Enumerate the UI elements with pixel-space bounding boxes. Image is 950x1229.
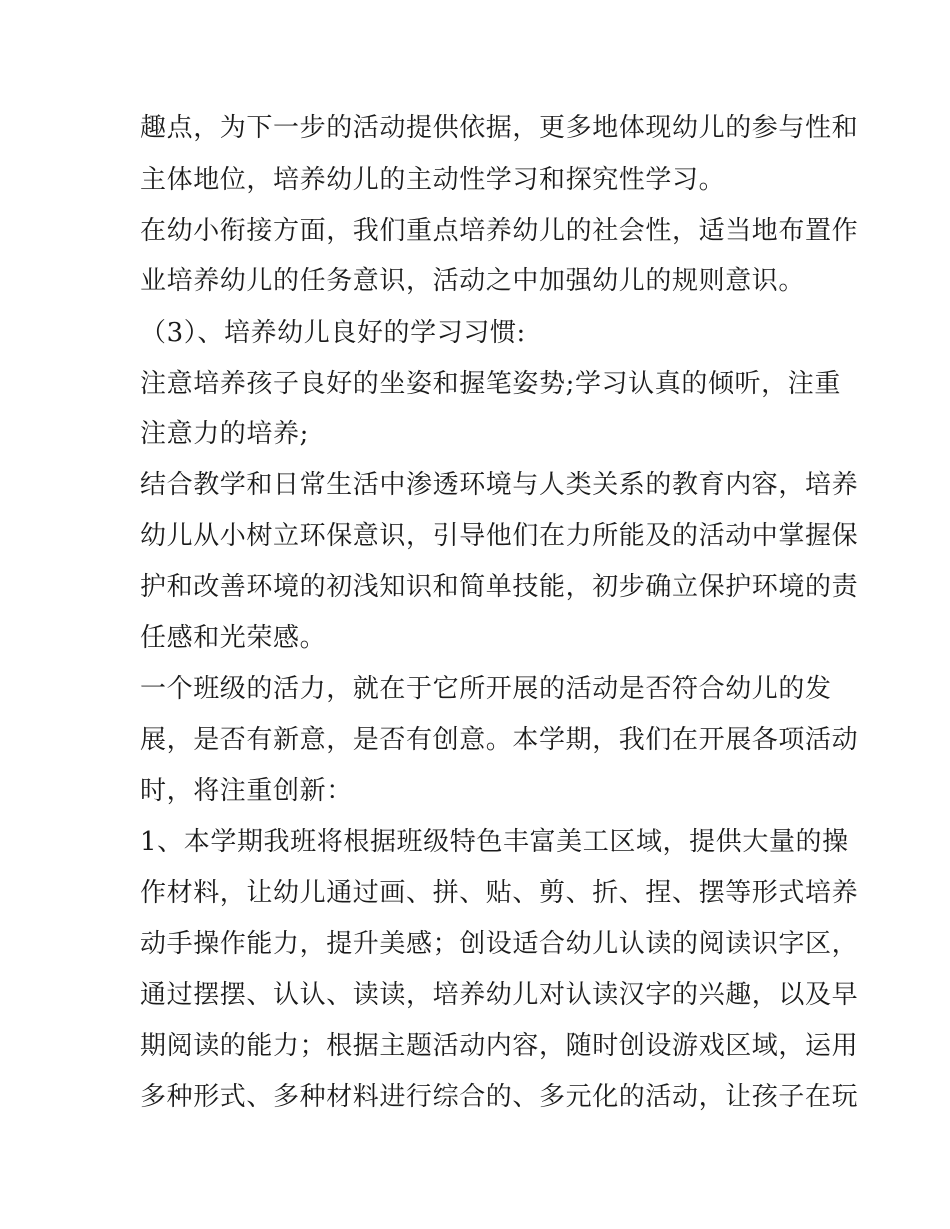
text-line: （3）、培养幼儿良好的学习习惯: (140, 318, 526, 348)
text-line: 护和改善环境的初浅知识和简单技能，初步确立保护环境的责 (140, 572, 859, 602)
text-line: 时，将注重创新： (140, 776, 353, 806)
text-line: 在幼小衔接方面，我们重点培养幼儿的社会性，适当地布置作 (140, 216, 859, 246)
text-line: 一个班级的活力，就在于它所开展的活动是否符合幼儿的发 (140, 674, 832, 704)
text-line: 多种形式、多种材料进行综合的、多元化的活动，让孩子在玩 (140, 1082, 859, 1112)
text-line: 动手操作能力，提升美感；创设适合幼儿认读的阅读识字区， (140, 929, 859, 959)
text-line: 期阅读的能力；根据主题活动内容，随时创设游戏区域，运用 (140, 1031, 859, 1061)
text-line: 注意力的培养; (140, 419, 309, 449)
text-line: 1、本学期我班将根据班级特色丰富美工区域，提供大量的操 (140, 827, 849, 857)
text-line: 业培养幼儿的任务意识，活动之中加强幼儿的规则意识。 (140, 266, 806, 296)
text-line: 通过摆摆、认认、读读，培养幼儿对认读汉字的兴趣，以及早 (140, 980, 859, 1010)
text-line: 幼儿从小树立环保意识，引导他们在力所能及的活动中掌握保 (140, 521, 859, 551)
text-line: 任感和光荣感。 (140, 623, 327, 653)
text-line: 作材料，让幼儿通过画、拼、贴、剪、折、捏、摆等形式培养 (140, 878, 859, 908)
text-line: 展，是否有新意，是否有创意。本学期，我们在开展各项活动 (140, 725, 859, 755)
text-line: 趣点，为下一步的活动提供依据，更多地体现幼儿的参与性和 (140, 113, 859, 143)
text-line: 注意培养孩子良好的坐姿和握笔姿势;学习认真的倾听，注重 (140, 369, 841, 399)
text-line: 结合教学和日常生活中渗透环境与人类关系的教育内容，培养 (140, 470, 859, 500)
text-line: 主体地位，培养幼儿的主动性学习和探究性学习。 (140, 165, 726, 195)
